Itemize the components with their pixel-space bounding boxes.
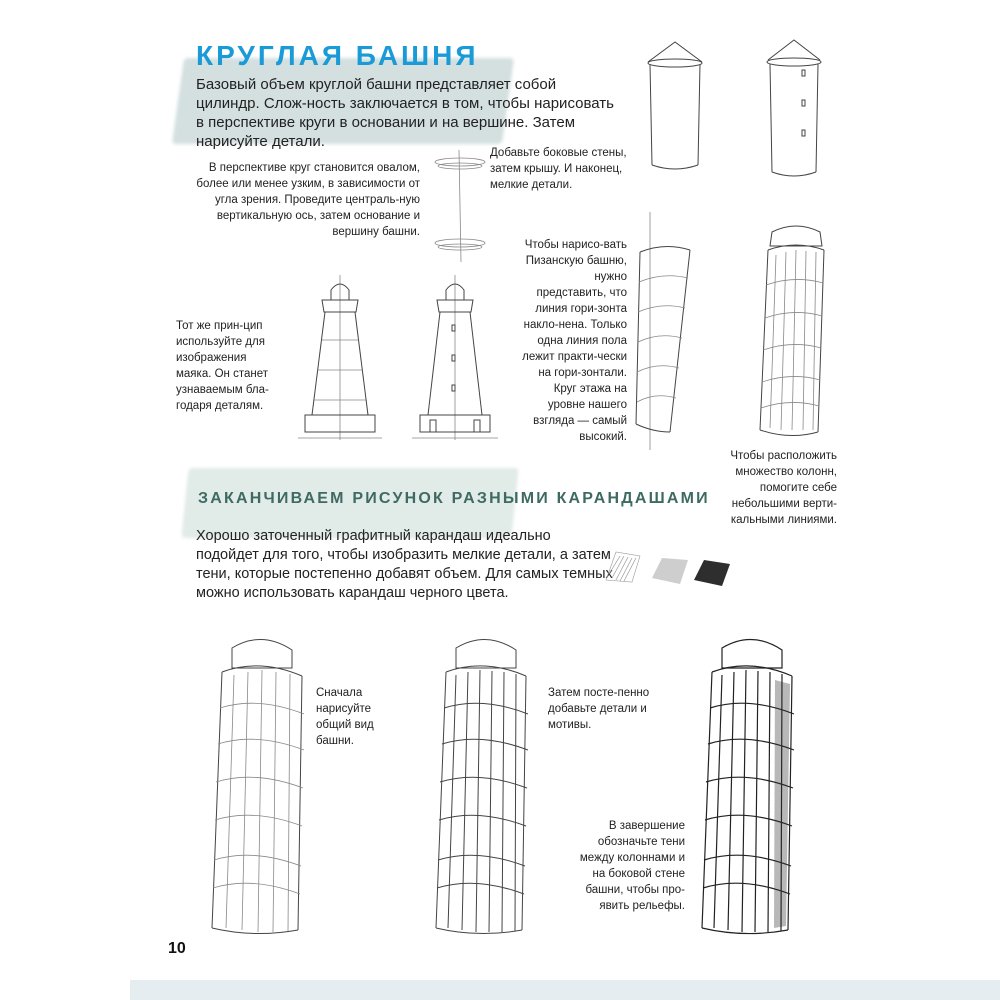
- note-pisa-tower: Чтобы нарисо-вать Пизанскую башню, нужно представить, что линия гори-зонта накло-нена. Только одна линия пола лежит практи-чески на гори-зонтали. Круг этажа на уровне нашего взгляда — самый высокий.: [522, 239, 627, 443]
- pisa-step2: [436, 639, 528, 933]
- tower-detailed-sketch: [767, 40, 821, 176]
- pisa-columns-sketch: [760, 226, 824, 436]
- note-oval-perspective: В перспективе круг становится овалом, более или менее узким, в зависимости от угла зрения. Проведите централь-ную вертикальную ось, затем основание и вершину башни.: [196, 162, 420, 238]
- pisa-construction-sketch: [636, 212, 690, 450]
- note-step-first: Сначала нарисуйте общий вид башни.: [316, 687, 374, 747]
- lighthouse-outline: [298, 275, 382, 440]
- section-title-pencils: ЗАКАНЧИВАЕМ РИСУНОК РАЗНЫМИ КАРАНДАШАМИ: [198, 490, 710, 507]
- note-side-walls: Добавьте боковые стены, затем крышу. И наконец, мелкие детали.: [490, 147, 627, 191]
- pisa-step3: [702, 639, 794, 933]
- pisa-step1: [212, 639, 304, 933]
- note-step-then: Затем посте-пенно добавьте детали и мотивы.: [548, 687, 650, 731]
- intro-paragraph-round-tower: Базовый объем круглой башни представляет собой цилиндр. Слож-ность заключается в том, чтобы нарисовать в перспективе круги в основании и на вершине. Затем нарисуйте детали.: [196, 76, 614, 150]
- note-columns: Чтобы расположить множество колонн, помогите себе небольшими верти-кальными линиями.: [730, 450, 837, 526]
- cylinder-sketch: [435, 150, 485, 262]
- note-step-finish: В завершение обозначьте тени между колоннами и на боковой стене башни, чтобы про-явить рельефы.: [579, 820, 685, 912]
- page-number: 10: [168, 940, 186, 957]
- pencil-swatches: [606, 552, 730, 586]
- lighthouse-detailed: [412, 275, 498, 440]
- note-lighthouse: Тот же прин-цип используйте для изображения маяка. Он станет узнаваемым бла-годаря деталям.: [176, 320, 269, 412]
- intro-paragraph-pencils: Хорошо заточенный графитный карандаш идеально подойдет для того, чтобы изобразить мелкие детали, а затем тени, которые постепенно добавят объем. Для самых темных можно использовать карандаш черного цвета.: [196, 528, 613, 601]
- tower-roof-sketch: [648, 42, 702, 169]
- section-title-round-tower: КРУГЛАЯ БАШНЯ: [196, 40, 479, 71]
